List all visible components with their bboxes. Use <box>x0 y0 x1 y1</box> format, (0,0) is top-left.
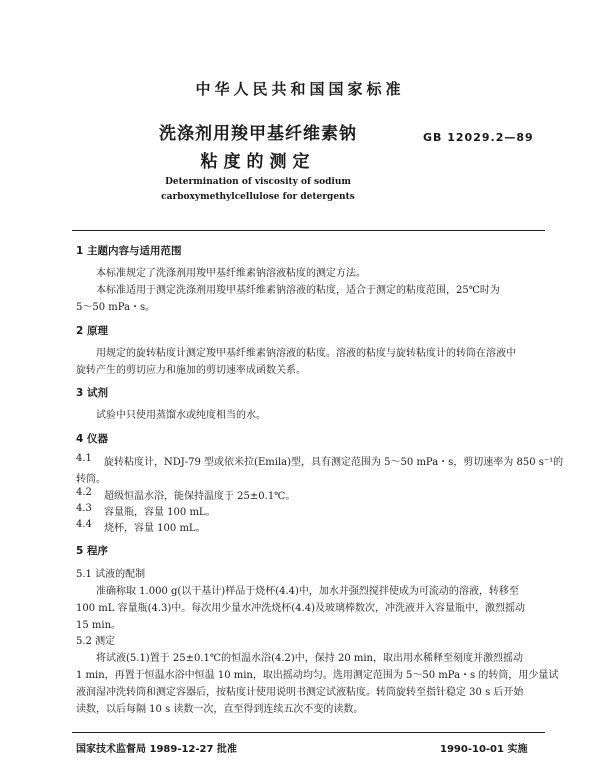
item-4-4-number: 4.4 <box>76 519 92 530</box>
implementation-date: 1990-10-01 实施 <box>440 744 528 755</box>
english-title-line2: carboxymethylcellulose for detergents <box>161 192 355 202</box>
national-standard-heading: 中华人民共和国国家标准 <box>195 80 405 98</box>
item-4-1-text-line1: 旋转粘度计，NDJ-79 型或依米拉(Emila)型，具有测定范围为 5～50 mPa・s，剪切速率为 850 s⁻¹的 <box>104 457 564 468</box>
subsection-5-1-line1: 准确称取 1.000 g(以干基计)样品于烧杯(4.4)中，加水并强烈搅拌使成为可流动的溶液，转移至 <box>96 586 519 597</box>
standard-number: GB 12029.2—89 <box>423 131 534 144</box>
item-4-2-text: 超级恒温水浴，能保持温度于 25±0.1℃。 <box>104 491 296 502</box>
document-title-line2: 粘度的测定 <box>200 152 316 172</box>
subsection-5-2-line2: 1 min，再置于恒温水浴中恒温 10 min，取出摇动均匀。选用测定范围为 5～50 mPa・s 的转筒，用少量试 <box>76 670 559 681</box>
approval-note: 国家技术监督局 1989-12-27 批准 <box>76 744 237 755</box>
section4-heading: 4 仪器 <box>76 433 108 445</box>
section1-paragraph2-line1: 本标准适用于测定洗涤剂用羧甲基纤维素钠溶液的粘度，适合于测定的粘度范围，25℃时为 <box>96 285 500 296</box>
subsection-5-1-line3: 15 min。 <box>76 620 122 631</box>
section3-heading: 3 试剂 <box>76 387 108 399</box>
subsection-5-1-heading: 5.1 试液的配制 <box>76 569 146 580</box>
section2-paragraph-line1: 用规定的旋转粘度计测定羧甲基纤维素钠溶液的粘度。溶液的粘度与旋转粘度计的转筒在溶液中 <box>96 348 516 359</box>
section5-heading: 5 程序 <box>76 545 108 557</box>
section3-paragraph: 试验中只使用蒸馏水或纯度相当的水。 <box>96 410 266 421</box>
section2-paragraph-line2: 旋转产生的剪切应力和施加的剪切速率成函数关系。 <box>76 365 306 376</box>
subsection-5-2-heading: 5.2 测定 <box>76 636 116 647</box>
bottom-divider <box>72 732 545 733</box>
subsection-5-1-line2: 100 mL 容量瓶(4.3)中。每次用少量水冲洗烧杯(4.4)及玻璃棒数次，冲洗液并入容量瓶中，激烈摇动 <box>76 603 525 614</box>
english-title-line1: Determination of viscosity of sodium <box>165 177 351 187</box>
section1-paragraph1: 本标准规定了洗涤剂用羧甲基纤维素钠溶液粘度的测定方法。 <box>96 268 366 279</box>
top-divider <box>72 230 545 231</box>
section2-heading: 2 原理 <box>76 325 108 337</box>
subsection-5-2-line4: 读数，以后每隔 10 s 读数一次，直至得到连续五次不变的读数。 <box>76 704 364 715</box>
item-4-1-number: 4.1 <box>76 453 92 464</box>
item-4-2-number: 4.2 <box>76 487 92 498</box>
item-4-4-text: 烧杯，容量 100 mL。 <box>104 523 206 534</box>
item-4-1-text-line2: 转筒。 <box>76 474 106 485</box>
section1-heading: 1 主题内容与适用范围 <box>76 245 182 257</box>
section1-paragraph2-line2: 5～50 mPa・s。 <box>76 302 156 313</box>
subsection-5-2-line1: 将试液(5.1)置于 25±0.1℃的恒温水浴(4.2)中，保持 20 min，取出用水稀释至刻度并激烈摇动 <box>96 653 523 664</box>
subsection-5-2-line3: 液润湿冲洗转筒和测定容器后，按粘度计使用说明书测定试液粘度。转筒旋转至指针稳定 30 s 后开始 <box>76 687 524 698</box>
item-4-3-text: 容量瓶，容量 100 mL。 <box>104 507 216 518</box>
item-4-3-number: 4.3 <box>76 503 92 514</box>
document-title-line1: 洗涤剂用羧甲基纤维素钠 <box>159 124 357 144</box>
